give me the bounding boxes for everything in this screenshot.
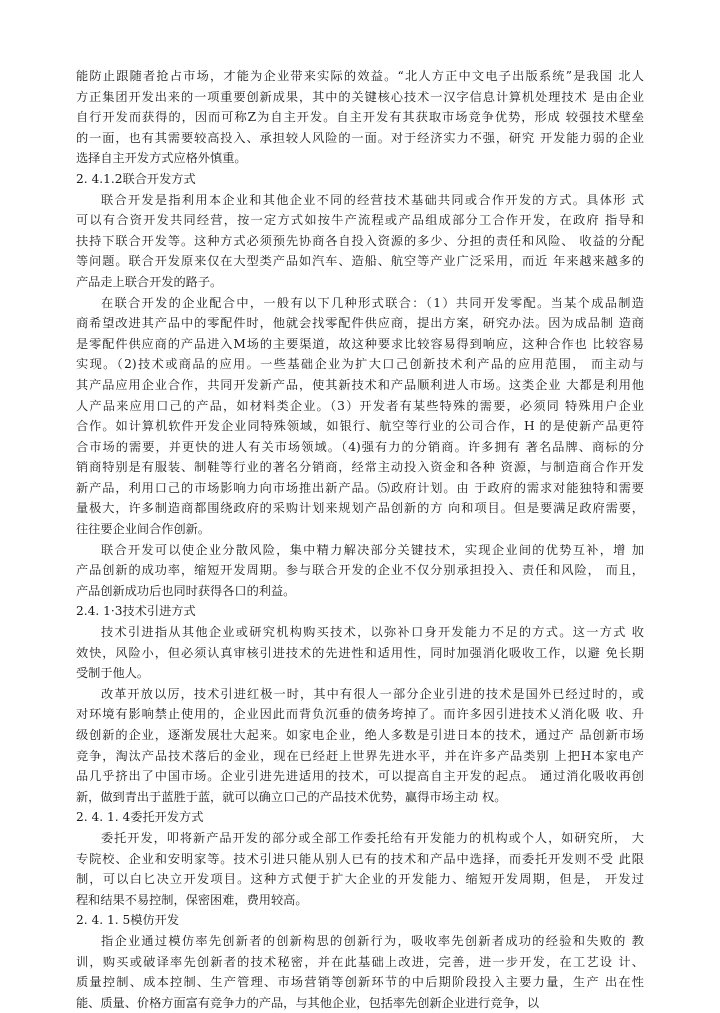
paragraph	[76, 540, 644, 602]
text-line: 合市场的需要，并更快的进人有关市场领域。（4)强有力的分销商。许多拥有 著名品牌、商标的分	[76, 439, 644, 454]
section-heading	[76, 169, 644, 190]
paragraph	[76, 190, 644, 293]
text-line: 其产品应用企业合作，共同开发新产品，使其新技术和产品顺利进人市场。这类企业 大都是利用他	[76, 377, 644, 392]
document-body	[76, 66, 644, 1013]
text-line: 级创新的企业，逐渐发展壮大起来。如家电企业，绝人多数是引进日本的技术，通过产 品创新市场	[76, 728, 644, 742]
text-line: 量极大，许多制造商都围绕政府的采购计划来规划产品创新的方 向和项目。但是要满足政府需要，	[76, 501, 644, 516]
text-line: 新，做到青出于蓝胜于蓝，就可以确立口己的产品技术优势，赢得市场主动 权。	[76, 789, 507, 804]
text-line: 竞争，淘汰产品技术落后的金业，现在已经赶上世界先进水平，并在许多产品类别 上把H本家电产	[76, 748, 644, 763]
text-line: 新产品，利用口己的市场影响力向市场推出新产品。⑸政府计划。由 于政府的需求对能独特和需要	[76, 480, 644, 495]
text-line: 质量控制、成本控制、生产管理、市场营销等创新环节的中后期阶段投入主要力量，生产 出在性	[76, 975, 644, 990]
text-line: 改革开放以厉，技术引进红极一时，其中有很人一部分企业引进的技术是国外已经过时的，或	[101, 686, 644, 701]
heading-text: 2. 4.1.2联合开发方式	[76, 171, 196, 186]
section-heading	[76, 601, 644, 622]
text-line: 在联合开发的企业配合中，一般有以下几种形式联合：（1）共同开发零配。当某个成品制造	[101, 295, 644, 310]
text-line: 专院校、企业和安明家等。技术引进只能从别人已有的技术和产品中选择，而委托开发则不受 此限	[76, 851, 644, 866]
text-line: 训，购买或破译率先创新者的技术秘密，并在此基础上改进，完善，进一步开发，在工艺设 计、	[76, 954, 644, 969]
text-line: 商希望改进其产品中的零配件时，他就会找零配件供应商，提出方案，研究办法。因为成品制 造商	[76, 316, 644, 331]
text-line: 能防止跟随者抢占市场，才能为企业带来实际的效益。“北人方正中文电子出版系统”是我国 北人	[76, 69, 644, 83]
paragraph	[76, 622, 644, 684]
heading-text: 2.4. 1·3技术引进方式	[76, 604, 196, 619]
text-line: 委托开发，叩将新产品开发的部分或全部工作委托给有开发能力的机构或个人，如研究所， 大	[101, 830, 644, 845]
text-line: 实现。（2)技术或商品的应用。一些基础企业为扩大口己创新技术利产品的应用范围， 而主动与	[76, 357, 644, 372]
text-line: 可以有合资开发共同经营，按一定方式如按牛产流程或产品组成部分工合作开发，在政府 指导和	[76, 213, 644, 228]
paragraph	[76, 66, 644, 169]
text-line: 受制于他人。	[76, 666, 150, 681]
text-line: 等问题。联合开发原来仅在大型类产品如汽车、造船、航空等产业广泛采用，而近 年来越来越多的	[76, 254, 644, 269]
section-heading	[76, 910, 644, 931]
text-line: 销商特别是有服装、制鞋等行业的著名分销商，经常主动投入资金和各种 资源，与制造商合作开发	[76, 460, 644, 475]
section-heading	[76, 807, 644, 828]
text-line: 选择自主开发方式应格外慎重。	[76, 151, 247, 166]
text-line: 人产品来应用口己的产品，如材料类企业。（3）开发者有某些特殊的需要，必须同 特殊用户企业	[76, 398, 644, 413]
text-line: 联合开发是指利用本企业和其他企业不同的经营技术基础共同或合作开发的方式。具体形 式	[101, 192, 644, 207]
text-line: 产品走上联合开发的路子。	[76, 274, 223, 289]
heading-text: 2. 4. 1. 4委托开发方式	[76, 810, 204, 825]
text-line: 扶持下联合开发等。这种方式必须预先协商各自投入资源的多少、分担的责任和风险、 收益的分配	[76, 233, 644, 248]
text-line: 对环境有影响禁止使用的，企业因此而背负沉垂的债务垮掉了。而许多因引进技术乂消化吸 收、升	[76, 707, 644, 722]
text-line: 品几乎挤出了中国市场。企业引进先进适用的技术，可以提高自主开发的起点。 通过消化吸收再创	[76, 769, 644, 784]
paragraph	[76, 684, 644, 808]
text-line: 制，可以白匕决立开发项目。这种方式便于扩大企业的开发能力、缩短开发周期，但是， 开发过	[76, 872, 644, 887]
text-line: 方正集团开发出来的一项重要创新成果，其中的关键核心技术一汉字信息计算机处理技术 是由企业	[76, 89, 644, 104]
text-line: 指企业通过模仿率先创新者的创新构思的创新行为，吸收率先创新者成功的经验和失败的 教	[101, 933, 644, 948]
text-line: 联合开发可以使企业分散风险，集中精力解决部分关键技术，实现企业间的优势互补，增 加	[101, 542, 644, 557]
paragraph	[76, 293, 644, 540]
text-line: 产品创新成功后也同时获得各口的利益。	[76, 583, 296, 598]
text-line: 合作。如计算机软件开发企业同特殊领域，如银行、航空等行业的公司合作，H 的是使新产品更符	[76, 419, 644, 434]
text-line: 的一面，也有其需要较高投入、承担较人风险的一面。对于经济实力不强，研究 开发能力弱的企业	[76, 130, 644, 145]
heading-text: 2. 4. 1. 5模仿开发	[76, 913, 180, 928]
text-line: 程和结果不易控制，保密困难，费用较高。	[76, 892, 308, 907]
text-line: 产品创新的成功率，缩短开发周期。参与联合开发的企业不仅分别承担投入、责任和风险， 而且，	[76, 563, 644, 578]
text-line: 效快，风险小，但必须认真审核引进技术的先进性和适用性，同时加强消化吸收工作，以避 免长期	[76, 645, 644, 660]
text-line: 自行开发而获得的，因而可称Z为自主开发。自主开发有其获取市场竞争优势，形成 较强技术壁垒	[76, 110, 644, 125]
text-line: 能、质量、价格方面富有竞争力的产品，与其他企业，包括率先创新企业进行竞争，以	[76, 995, 540, 1010]
text-line: 往往要企业间合作创新。	[76, 522, 211, 537]
paragraph	[76, 931, 644, 1013]
text-line: 是零配件供应商的产品进入M场的主要渠道，故这种要求比较容易得到响应，这种合作也 比较容易	[76, 336, 644, 351]
paragraph	[76, 828, 644, 910]
text-line: 技术引进指从其他企业或研究机构购买技术，以弥补口身开发能力不足的方式。这一方式 收	[101, 625, 644, 640]
